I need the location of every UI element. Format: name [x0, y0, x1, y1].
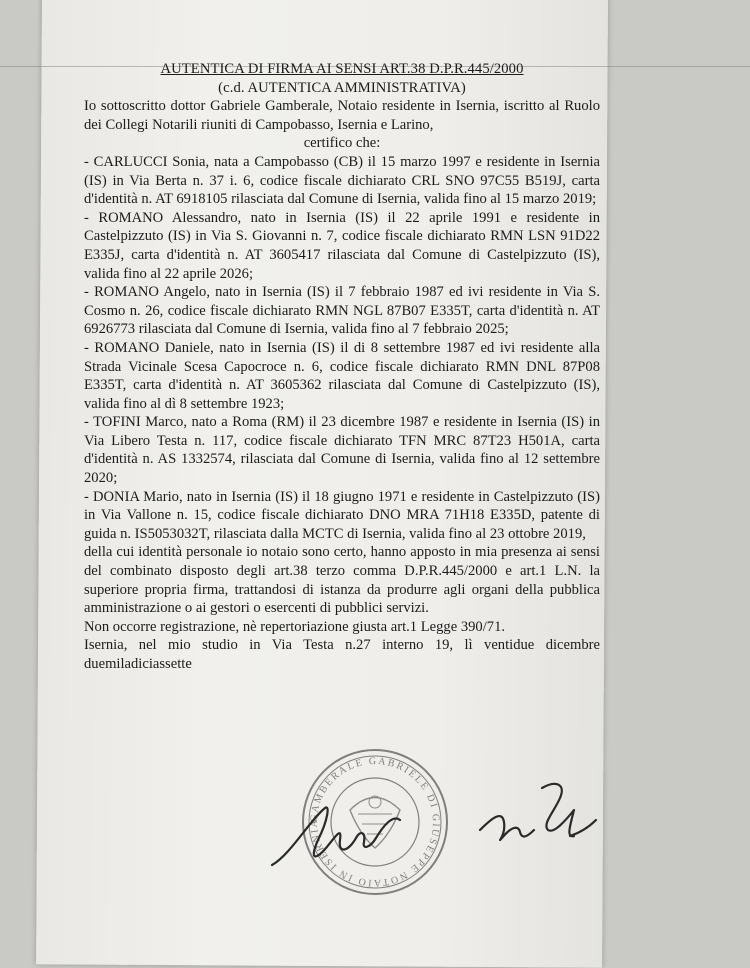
intro-paragraph: Io sottoscritto dottor Gabriele Gamberale, Notaio residente in Isernia, iscritto al Ruolo dei Collegi Notarili riuniti di Campobasso, Isernia e Larino, — [84, 98, 600, 133]
place-date-line: Isernia, nel mio studio in Via Testa n.27 interno 19, lì ventidue dicembre duemiladiciassette — [84, 637, 600, 672]
list-item: - DONIA Mario, nato in Isernia (IS) il 18 giugno 1971 e residente in Castelpizzuto (IS) in Via Vallone n. 15, codice fiscale dichiarato DNO MRA 71H18 E335D, patente di guida n. IS5053032T, rilasciata dalla MCTC di Isernia, valida fino al 23 ottobre 2019, — [84, 488, 600, 542]
list-item: - ROMANO Angelo, nato in Isernia (IS) il 7 febbraio 1987 ed ivi residente in Via S. Cosmo n. 26, codice fiscale dichiarato RMN NGL 87B07 E335T, carta d'identità n. AT 6926773 rilasciata dal Comune di Isernia, valida fino al 7 febbraio 2025; — [84, 284, 600, 338]
document-subtitle: (c.d. AUTENTICA AMMINISTRATIVA) — [218, 79, 466, 96]
list-item: - TOFINI Marco, nato a Roma (RM) il 23 dicembre 1987 e residente in Isernia (IS) in Via Libero Testa n. 117, codice fiscale dichiarato TFN MRC 87T23 H501A, carta d'identità n. AS 1332574, rilasciata dal Comune di Isernia, valida fino al 12 settembre 2020; — [84, 414, 600, 487]
list-item: - ROMANO Daniele, nato in Isernia (IS) il di 8 settembre 1987 ed ivi residente alla Strada Vicinale Scesa Capocroce n. 6, codice fiscale dichiarato RMN DNL 87P08 E335T, carta d'identità n. AT 3605362 rilasciata dal Comune di Castelpizzuto (IS), valida fino al dì 8 settembre 1923; — [84, 339, 600, 412]
certifico-line: certifico che: — [303, 135, 381, 152]
svg-text:GAMBERALE GABRIELE DI GIUSEPPE — [309, 756, 441, 888]
registration-note: Non occorre registrazione, nè repertoriazione giusta art.1 Legge 390/71. — [84, 618, 506, 635]
closing-paragraph: della cui identità personale io notaio sono certo, hanno apposto in mia presenza ai sensi del combinato disposto degli art.38 terzo comma D.P.R.445/2000 e art.1 L.N. la superiore propria firma, trattandosi di istanza da produrre agli organi della pubblica amministrazione o ai gestori o esercenti di pubblici servizi. — [84, 544, 600, 617]
list-item: - CARLUCCI Sonia, nata a Campobasso (CB) il 15 marzo 1997 e residente in Isernia (IS) in Via Berta n. 37 i. 6, codice fiscale dichiarato CRL SNO 97C55 B519J, carta d'identità n. AT 6918105 rilasciata dal Comune di Isernia, valida fino al 15 marzo 2019; — [84, 153, 600, 208]
document-body — [84, 60, 600, 674]
document-title: AUTENTICA DI FIRMA AI SENSI ART.38 D.P.R.445/2000 — [160, 61, 524, 77]
list-item: - ROMANO Alessandro, nato in Isernia (IS) il 22 aprile 1991 e residente in Castelpizzuto (IS) in Via S. Giovanni n. 7, codice fiscale dichiarato RMN LSN 91D22 E335J, carta d'identità n. AT 3605417 rilasciata dal Comune di Castelpizzuto (IS), valida fino al 22 aprile 2026; — [84, 209, 600, 282]
signature-stamp-area — [270, 740, 600, 910]
stamp-text: GAMBERALE GABRIELE DI GIUSEPPE NOTAIO IN ISERNIA — [308, 755, 442, 889]
